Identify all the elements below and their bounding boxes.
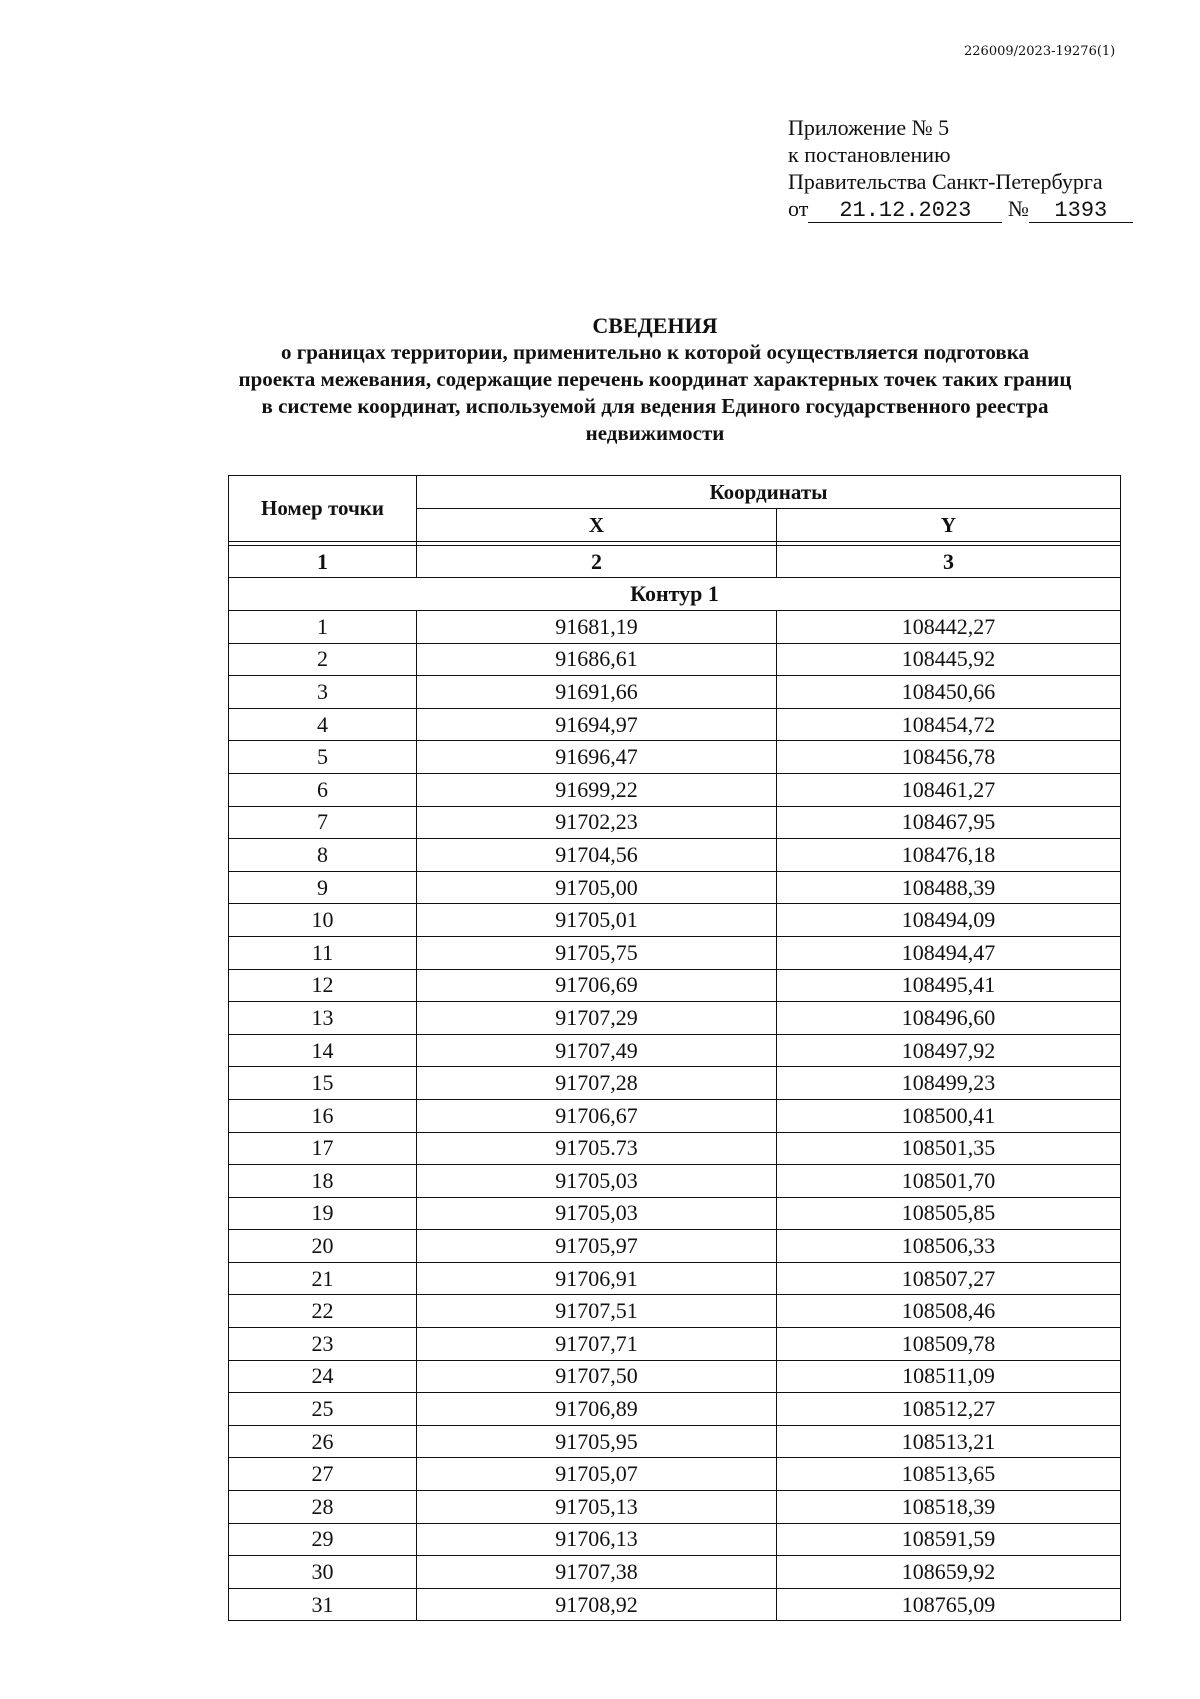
- x-coordinate-cell: 91706,91: [417, 1262, 777, 1295]
- point-number-cell: 20: [229, 1230, 417, 1263]
- y-coordinate-cell: 108445,92: [777, 643, 1121, 676]
- point-number-cell: 15: [229, 1067, 417, 1100]
- x-coordinate-cell: 91705,01: [417, 904, 777, 937]
- document-heading: [140, 312, 1170, 447]
- appendix-date-line: [788, 195, 1133, 223]
- table-row: [229, 1295, 1121, 1328]
- appendix-line-3: Правительства Санкт-Петербурга: [788, 169, 1103, 194]
- resolution-number: 1393: [1029, 200, 1133, 223]
- x-coordinate-cell: 91707,38: [417, 1556, 777, 1589]
- appendix-block: [788, 114, 1133, 223]
- x-coordinate-cell: 91705,07: [417, 1458, 777, 1491]
- table-row: [229, 969, 1121, 1002]
- document-id: 226009/2023-19276(1): [964, 44, 1116, 59]
- table-row: [229, 936, 1121, 969]
- point-number-cell: 24: [229, 1360, 417, 1393]
- y-coordinate-cell: 108506,33: [777, 1230, 1121, 1263]
- point-number-cell: 23: [229, 1328, 417, 1361]
- table-row: [229, 1425, 1121, 1458]
- y-coordinate-cell: 108454,72: [777, 708, 1121, 741]
- contour-row: [229, 578, 1121, 611]
- point-number-cell: 8: [229, 839, 417, 872]
- header-coordinates: Координаты: [417, 476, 1121, 509]
- point-number-cell: 13: [229, 1002, 417, 1035]
- y-coordinate-cell: 108501,70: [777, 1165, 1121, 1198]
- x-coordinate-cell: 91694,97: [417, 708, 777, 741]
- x-coordinate-cell: 91681,19: [417, 611, 777, 644]
- point-number-cell: 12: [229, 969, 417, 1002]
- x-coordinate-cell: 91706,89: [417, 1393, 777, 1426]
- table-row: [229, 806, 1121, 839]
- table-row: [229, 1393, 1121, 1426]
- x-coordinate-cell: 91699,22: [417, 773, 777, 806]
- table-row: [229, 1067, 1121, 1100]
- table-row: [229, 611, 1121, 644]
- column-number-3: 3: [777, 546, 1121, 578]
- table-row: [229, 839, 1121, 872]
- number-prefix: №: [1007, 196, 1029, 221]
- table-row: [229, 1197, 1121, 1230]
- y-coordinate-cell: 108456,78: [777, 741, 1121, 774]
- column-number-row: [229, 546, 1121, 578]
- point-number-cell: 14: [229, 1034, 417, 1067]
- point-number-cell: 2: [229, 643, 417, 676]
- y-coordinate-cell: 108512,27: [777, 1393, 1121, 1426]
- x-coordinate-cell: 91708,92: [417, 1588, 777, 1621]
- x-coordinate-cell: 91705.73: [417, 1132, 777, 1165]
- table-row: [229, 1556, 1121, 1589]
- point-number-cell: 27: [229, 1458, 417, 1491]
- x-coordinate-cell: 91704,56: [417, 839, 777, 872]
- heading-line-4: недвижимости: [585, 421, 725, 445]
- point-number-cell: 10: [229, 904, 417, 937]
- appendix-line-1: Приложение № 5: [788, 115, 950, 140]
- point-number-cell: 18: [229, 1165, 417, 1198]
- point-number-cell: 30: [229, 1556, 417, 1589]
- x-coordinate-cell: 91706,69: [417, 969, 777, 1002]
- point-number-cell: 16: [229, 1099, 417, 1132]
- point-number-cell: 11: [229, 936, 417, 969]
- point-number-cell: 26: [229, 1425, 417, 1458]
- table-row: [229, 741, 1121, 774]
- y-coordinate-cell: 108467,95: [777, 806, 1121, 839]
- x-coordinate-cell: 91705,03: [417, 1165, 777, 1198]
- table-row: [229, 676, 1121, 709]
- table-row: [229, 1360, 1121, 1393]
- y-coordinate-cell: 108513,65: [777, 1458, 1121, 1491]
- point-number-cell: 7: [229, 806, 417, 839]
- point-number-cell: 4: [229, 708, 417, 741]
- y-coordinate-cell: 108496,60: [777, 1002, 1121, 1035]
- table-row: [229, 1099, 1121, 1132]
- y-coordinate-cell: 108508,46: [777, 1295, 1121, 1328]
- y-coordinate-cell: 108513,21: [777, 1425, 1121, 1458]
- y-coordinate-cell: 108499,23: [777, 1067, 1121, 1100]
- column-number-2: 2: [417, 546, 777, 578]
- header-point-number: Номер точки: [229, 476, 417, 542]
- y-coordinate-cell: 108518,39: [777, 1491, 1121, 1524]
- y-coordinate-cell: 108500,41: [777, 1099, 1121, 1132]
- y-coordinate-cell: 108501,35: [777, 1132, 1121, 1165]
- y-coordinate-cell: 108765,09: [777, 1588, 1121, 1621]
- heading-title: СВЕДЕНИЯ: [592, 313, 718, 338]
- y-coordinate-cell: 108511,09: [777, 1360, 1121, 1393]
- contour-label: Контур 1: [229, 578, 1121, 611]
- y-coordinate-cell: 108509,78: [777, 1328, 1121, 1361]
- y-coordinate-cell: 108450,66: [777, 676, 1121, 709]
- point-number-cell: 28: [229, 1491, 417, 1524]
- x-coordinate-cell: 91706,67: [417, 1099, 777, 1132]
- y-coordinate-cell: 108591,59: [777, 1523, 1121, 1556]
- table-row: [229, 1230, 1121, 1263]
- table-row: [229, 1002, 1121, 1035]
- x-coordinate-cell: 91696,47: [417, 741, 777, 774]
- point-number-cell: 29: [229, 1523, 417, 1556]
- y-coordinate-cell: 108461,27: [777, 773, 1121, 806]
- appendix-line-2: к постановлению: [788, 142, 951, 167]
- point-number-cell: 1: [229, 611, 417, 644]
- point-number-cell: 19: [229, 1197, 417, 1230]
- y-coordinate-cell: 108659,92: [777, 1556, 1121, 1589]
- table-row: [229, 1491, 1121, 1524]
- header-x: X: [417, 509, 777, 542]
- point-number-cell: 5: [229, 741, 417, 774]
- x-coordinate-cell: 91705,13: [417, 1491, 777, 1524]
- point-number-cell: 6: [229, 773, 417, 806]
- x-coordinate-cell: 91691,66: [417, 676, 777, 709]
- y-coordinate-cell: 108494,47: [777, 936, 1121, 969]
- y-coordinate-cell: 108497,92: [777, 1034, 1121, 1067]
- y-coordinate-cell: 108495,41: [777, 969, 1121, 1002]
- resolution-date: 21.12.2023: [808, 200, 1002, 223]
- table-row: [229, 643, 1121, 676]
- x-coordinate-cell: 91705,03: [417, 1197, 777, 1230]
- table-row: [229, 773, 1121, 806]
- header-y: Y: [777, 509, 1121, 542]
- x-coordinate-cell: 91702,23: [417, 806, 777, 839]
- point-number-cell: 31: [229, 1588, 417, 1621]
- table-row: [229, 1328, 1121, 1361]
- heading-line-1: о границах территории, применительно к которой осуществляется подготовка: [280, 340, 1030, 364]
- point-number-cell: 25: [229, 1393, 417, 1426]
- point-number-cell: 9: [229, 871, 417, 904]
- point-number-cell: 17: [229, 1132, 417, 1165]
- y-coordinate-cell: 108505,85: [777, 1197, 1121, 1230]
- y-coordinate-cell: 108494,09: [777, 904, 1121, 937]
- table-row: [229, 1132, 1121, 1165]
- x-coordinate-cell: 91707,29: [417, 1002, 777, 1035]
- x-coordinate-cell: 91705,95: [417, 1425, 777, 1458]
- y-coordinate-cell: 108442,27: [777, 611, 1121, 644]
- y-coordinate-cell: 108476,18: [777, 839, 1121, 872]
- table-row: [229, 708, 1121, 741]
- x-coordinate-cell: 91707,50: [417, 1360, 777, 1393]
- x-coordinate-cell: 91707,49: [417, 1034, 777, 1067]
- x-coordinate-cell: 91686,61: [417, 643, 777, 676]
- x-coordinate-cell: 91706,13: [417, 1523, 777, 1556]
- date-prefix: от: [788, 196, 809, 221]
- table-row: [229, 1523, 1121, 1556]
- x-coordinate-cell: 91705,75: [417, 936, 777, 969]
- x-coordinate-cell: 91707,28: [417, 1067, 777, 1100]
- point-number-cell: 3: [229, 676, 417, 709]
- x-coordinate-cell: 91707,71: [417, 1328, 777, 1361]
- heading-line-2: проекта межевания, содержащие перечень координат характерных точек таких границ: [238, 367, 1072, 391]
- x-coordinate-cell: 91705,00: [417, 871, 777, 904]
- heading-line-3: в системе координат, используемой для ведения Единого государственного реестра: [261, 394, 1049, 418]
- column-number-1: 1: [229, 546, 417, 578]
- y-coordinate-cell: 108507,27: [777, 1262, 1121, 1295]
- table-row: [229, 1588, 1121, 1621]
- table-row: [229, 871, 1121, 904]
- point-number-cell: 21: [229, 1262, 417, 1295]
- table-row: [229, 1034, 1121, 1067]
- table-row: [229, 1262, 1121, 1295]
- x-coordinate-cell: 91707,51: [417, 1295, 777, 1328]
- coordinates-table: [228, 475, 1121, 1621]
- table-row: [229, 1165, 1121, 1198]
- y-coordinate-cell: 108488,39: [777, 871, 1121, 904]
- point-number-cell: 22: [229, 1295, 417, 1328]
- table-row: [229, 904, 1121, 937]
- table-row: [229, 1458, 1121, 1491]
- x-coordinate-cell: 91705,97: [417, 1230, 777, 1263]
